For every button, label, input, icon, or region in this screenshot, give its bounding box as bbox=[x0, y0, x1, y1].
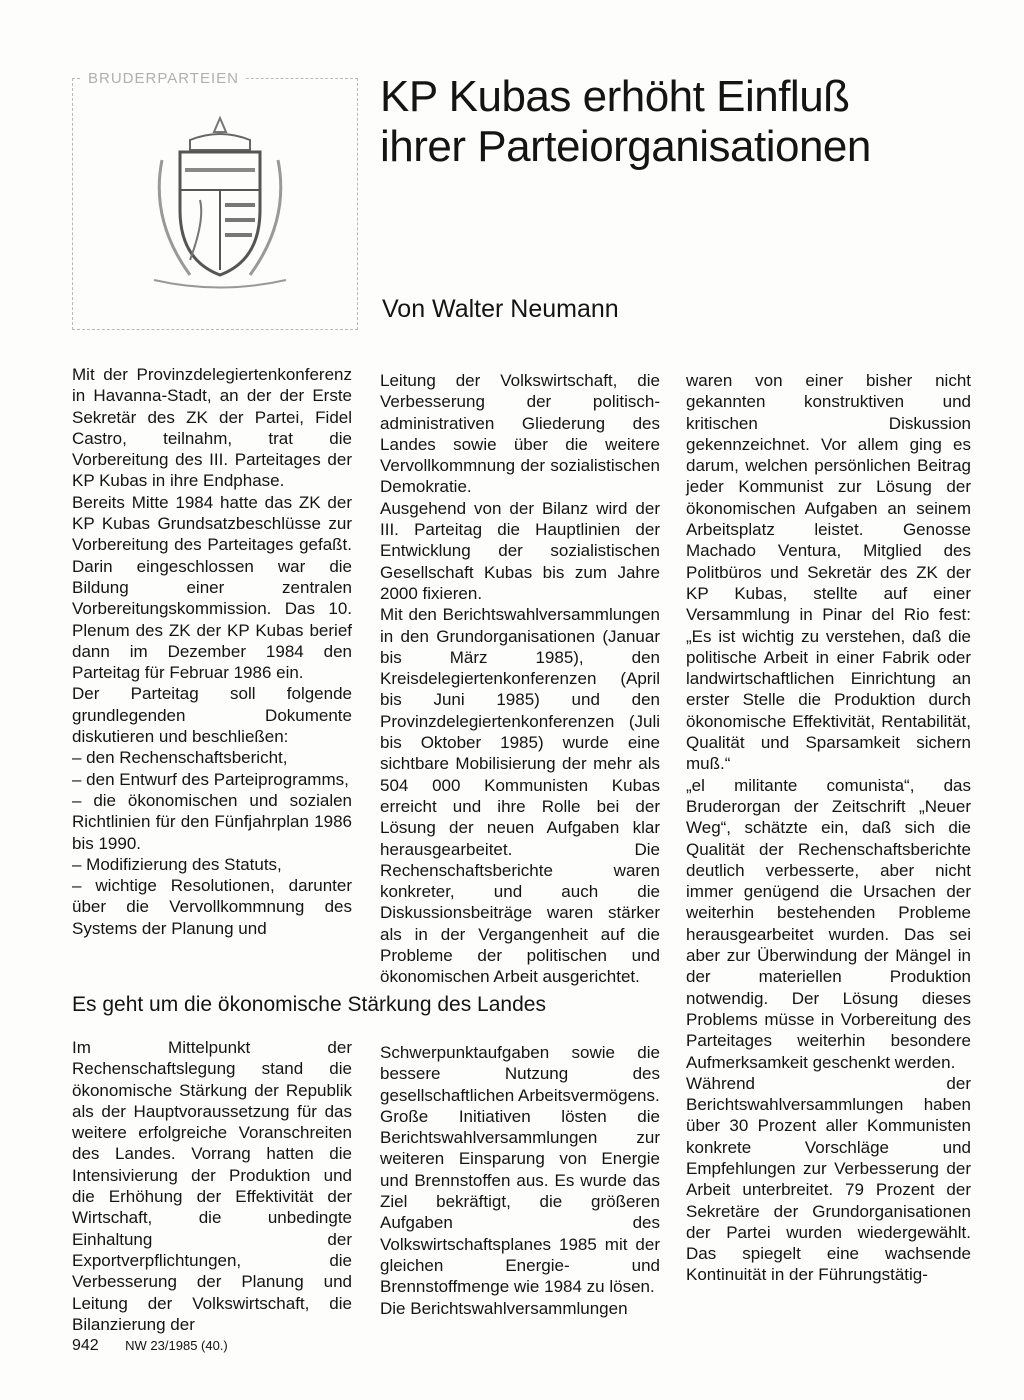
paragraph: Der Parteitag soll folgende grundlegenden Dokumente diskutieren und beschließen: bbox=[72, 684, 352, 747]
page-number: 942 bbox=[72, 1337, 99, 1354]
paragraph: waren von einer bisher nicht gekannten konstruktiven und kritischen Diskussion gekennzeichnet. Vor allem ging es darum, welchen persönlichen Beitrag jeder Kommunist zur Lösung der ökonomischen Aufgaben an seinem Arbeitsplatz leistet. Genosse Machado Ventura, Mitglied des Politbüros und Sekretär des ZK der KP Kubas, stellte auf einer Versammlung in Pinar del Rio fest: „Es ist wichtig zu verstehen, daß die politische Arbeit in einer Fabrik oder landwirtschaftlichen Einrichtung an erster Stelle die Produktion durch ökonomische Effektivität, Rentabilität, Qualität und Sparsamkeit sichern muß.“ bbox=[686, 371, 971, 774]
paragraph: Im Mittelpunkt der Rechenschaftslegung stand die ökonomische Stärkung der Republik als der Hauptvoraussetzung für das weitere erfolgreiche Voranschreiten des Landes. Vorrang hatten die Intensivierung der Produktion und die Erhöhung der Effektivität der Wirtschaft, die unbedingte Einhaltung der Exportverpflichtungen, die Verbesserung der Planung und Leitung der Volkswirtschaft, die Bilanzierung der bbox=[72, 1038, 352, 1334]
issue-reference: NW 23/1985 (40.) bbox=[125, 1338, 228, 1353]
title-line: ihrer Parteiorganisationen bbox=[380, 122, 871, 171]
paragraph: Während der Berichtswahlversammlungen haben über 30 Prozent aller Kommunisten konkrete Vorschläge und Empfehlungen zur Verbesserung der Arbeit unterbreitet. 79 Prozent der Sekretäre der Grundorganisationen der Partei wurden wiedergewählt. Das spiegelt eine wachsende Kontinuität in der Führungstätig- bbox=[686, 1073, 971, 1285]
section-subheading: Es geht um die ökonomische Stärkung des Landes bbox=[72, 993, 546, 1016]
text-column-2 bbox=[380, 370, 660, 988]
page-footer bbox=[72, 1337, 228, 1355]
coat-of-arms-icon bbox=[140, 110, 300, 290]
list-item: – die ökonomischen und sozialen Richtlinien für den Fünfjahrplan 1986 bis 1990. bbox=[72, 790, 352, 853]
byline: Von Walter Neumann bbox=[382, 295, 619, 323]
section-label: BRUDERPARTEIEN bbox=[82, 70, 245, 87]
article-title bbox=[380, 72, 1000, 172]
text-column-3 bbox=[686, 370, 971, 1286]
paragraph: Die Berichtswahlversammlungen bbox=[380, 1298, 628, 1318]
paragraph: Mit der Provinzdelegiertenkonferenz in Havanna-Stadt, an der der Erste Sekretär des ZK der Partei, Fidel Castro, teilnahm, trat die Vorbereitung des III. Parteitages der KP Kubas in ihre Endphase. bbox=[72, 365, 352, 491]
list-item: – den Rechenschaftsbericht, bbox=[72, 748, 288, 768]
list-item: – den Entwurf des Parteiprogramms, bbox=[72, 769, 349, 789]
paragraph: Bereits Mitte 1984 hatte das ZK der KP Kubas Grundsatzbeschlüsse zur Vorbereitung des Parteitages gefaßt. Darin eingeschlossen war die Bildung einer zentralen Vorbereitungskommission. Das 10. Plenum des ZK der KP Kubas berief dann im Dezember 1984 den Parteitag für Februar 1986 ein. bbox=[72, 492, 352, 683]
paragraph: Große Initiativen lösten die Berichtswahlversammlungen zur weiteren Einsparung von Energie und Brennstoffen aus. Es wurde das Ziel bekräftigt, die größeren Aufgaben des Volkswirtschaftsplanes 1985 mit der gleichen Energie- und Brennstoffmenge wie 1984 zu lösen. bbox=[380, 1106, 660, 1297]
paragraph: „el militante comunista“, das Bruderorgan der Zeitschrift „Neuer Weg“, schätzte ein, daß sich die Qualität der Rechenschaftsberichte deutlich verbesserte, aber nicht immer genügend die Ursachen der weiterhin bestehenden Probleme herausgearbeitet wurden. Das sei aber zur Überwindung der Mängel in der materiellen Produktion notwendig. Der Lösung dieses Problems müsse in Vorbereitung des Parteitages weiterhin besondere Aufmerksamkeit geschenkt werden. bbox=[686, 775, 971, 1072]
text-column-1 bbox=[72, 364, 352, 939]
paragraph: Leitung der Volkswirtschaft, die Verbesserung der politisch-administrativen Gliederung des Landes sowie über die weitere Vervollkommnung der sozialistischen Demokratie. bbox=[380, 371, 660, 497]
list-item: – wichtige Resolutionen, darunter über die Vervollkommnung des Systems der Planung und bbox=[72, 876, 352, 938]
paragraph: Schwerpunktaufgaben sowie die bessere Nutzung des gesellschaftlichen Arbeitsvermögens. bbox=[380, 1043, 660, 1105]
title-line: KP Kubas erhöht Einfluß bbox=[380, 72, 850, 121]
paragraph: Ausgehend von der Bilanz wird der III. Parteitag die Hauptlinien der Entwicklung der sozialistischen Gesellschaft Kubas bis zum Jahre 2000 fixieren. bbox=[380, 498, 660, 603]
list-item: – Modifizierung des Statuts, bbox=[72, 854, 282, 874]
text-column-2-lower bbox=[380, 1042, 660, 1319]
paragraph: Mit den Berichtswahlversammlungen in den Grundorganisationen (Januar bis März 1985), den Kreisdelegiertenkonferenzen (April bis Juni 1985) und den Provinzdelegiertenkonferenzen (Juli bis Oktober 1985) wurde eine sichtbare Mobilisierung der mehr als 504 000 Kommunisten Kubas erreicht und ihre Rolle bei der Lösung der neuen Aufgaben klar herausgearbeitet. Die Rechenschaftsberichte waren konkreter, und auch die Diskussionsbeiträge waren stärker als in der Vergangenheit auf die Probleme der politischen und ökonomischen Arbeit ausgerichtet. bbox=[380, 605, 660, 987]
text-column-1-lower bbox=[72, 1037, 352, 1335]
